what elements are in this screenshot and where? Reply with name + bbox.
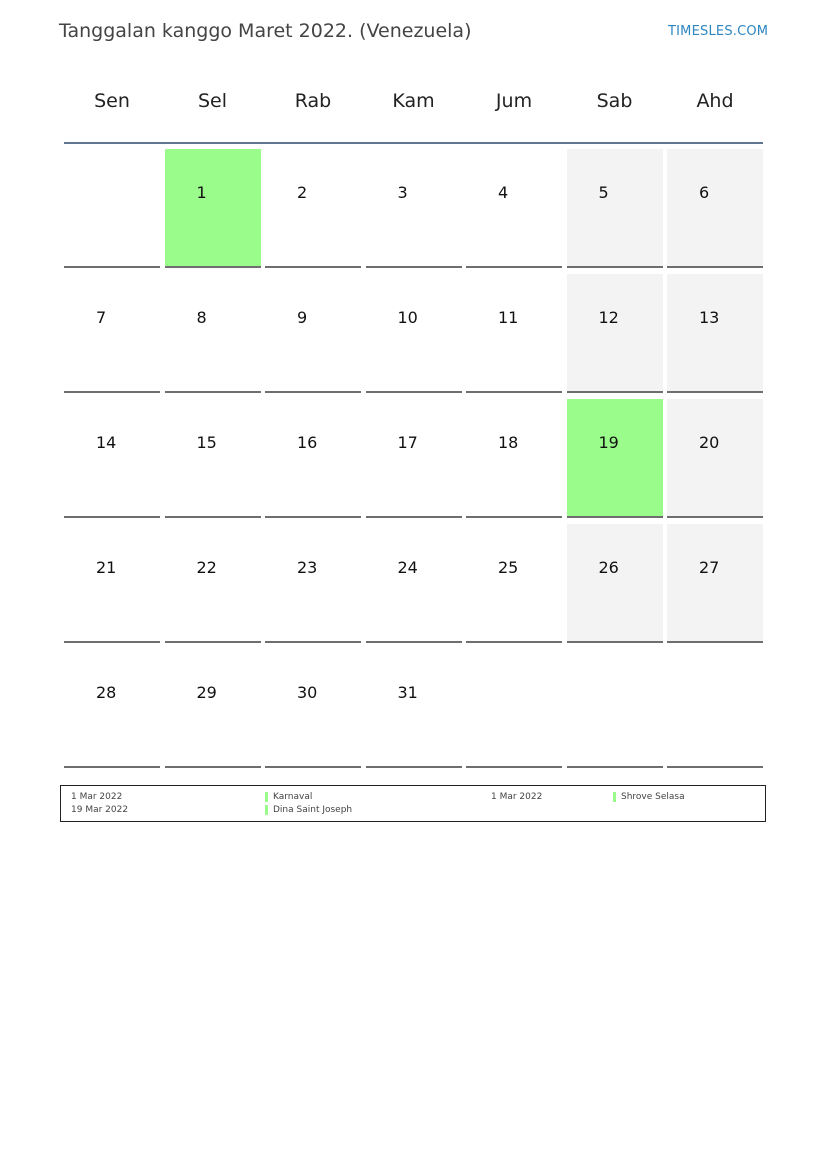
day-number: 20 xyxy=(699,433,720,452)
calendar-day-cell xyxy=(366,274,462,393)
weekday-label: Sab xyxy=(596,90,633,112)
calendar-day-cell xyxy=(265,274,361,393)
calendar-day-cell xyxy=(64,399,160,518)
calendar-day-cell xyxy=(64,149,160,268)
calendar-day-cell xyxy=(265,524,361,643)
calendar-day-cell xyxy=(466,649,562,768)
day-number: 28 xyxy=(96,683,117,702)
calendar-day-cell xyxy=(667,149,763,268)
calendar-day-cell xyxy=(265,149,361,268)
day-number: 1 xyxy=(196,183,207,202)
weekday-label: Jum xyxy=(495,90,533,112)
day-number: 16 xyxy=(297,433,318,452)
calendar-day-cell xyxy=(366,649,462,768)
day-number: 26 xyxy=(598,558,619,577)
day-number: 14 xyxy=(96,433,117,452)
calendar-day-cell xyxy=(667,274,763,393)
weekday-label: Sen xyxy=(94,90,130,112)
legend-date: 1 Mar 2022 xyxy=(491,792,543,802)
calendar-day-cell xyxy=(64,649,160,768)
calendar-day-cell xyxy=(64,524,160,643)
day-number: 21 xyxy=(96,558,117,577)
weekday-label: Sel xyxy=(197,90,228,112)
calendar-day-cell xyxy=(567,149,663,268)
calendar-day-cell xyxy=(466,149,562,268)
day-number: 30 xyxy=(297,683,318,702)
legend-color-marker xyxy=(265,792,268,802)
day-number: 2 xyxy=(297,183,308,202)
weekday-label: Rab xyxy=(294,90,332,112)
calendar-day-cell xyxy=(567,399,663,518)
calendar-day-cell xyxy=(165,399,261,518)
calendar-day-cell xyxy=(567,649,663,768)
calendar-day-cell xyxy=(667,649,763,768)
calendar-day-cell xyxy=(366,524,462,643)
calendar-day-cell xyxy=(466,274,562,393)
day-number: 27 xyxy=(699,558,720,577)
calendar-day-cell xyxy=(265,649,361,768)
calendar-day-cell xyxy=(165,524,261,643)
day-number: 3 xyxy=(397,183,408,202)
day-number: 12 xyxy=(598,308,619,327)
calendar-day-cell xyxy=(667,524,763,643)
calendar-day-cell xyxy=(567,524,663,643)
day-number: 9 xyxy=(297,308,308,327)
calendar-grid xyxy=(64,149,764,774)
legend-color-marker xyxy=(613,792,616,802)
weekday-label: Ahd xyxy=(696,90,734,112)
legend-holiday-name: Dina Saint Joseph xyxy=(273,805,353,815)
page-title: Tanggalan kanggo Maret 2022. (Venezuela) xyxy=(59,20,472,42)
legend-date: 1 Mar 2022 xyxy=(71,792,123,802)
day-number: 6 xyxy=(699,183,710,202)
holiday-legend xyxy=(60,785,766,822)
day-number: 24 xyxy=(397,558,418,577)
day-number: 17 xyxy=(397,433,418,452)
day-number: 11 xyxy=(498,308,519,327)
day-number: 23 xyxy=(297,558,318,577)
calendar-day-cell xyxy=(165,274,261,393)
day-number: 19 xyxy=(598,433,619,452)
calendar-day-cell xyxy=(64,274,160,393)
day-number: 25 xyxy=(498,558,519,577)
legend-date: 19 Mar 2022 xyxy=(71,805,129,815)
day-number: 7 xyxy=(96,308,107,327)
calendar-day-cell xyxy=(165,649,261,768)
day-number: 13 xyxy=(699,308,720,327)
day-number: 29 xyxy=(196,683,217,702)
day-number: 4 xyxy=(498,183,509,202)
legend-holiday-name: Shrove Selasa xyxy=(621,792,685,802)
header-divider xyxy=(64,142,763,144)
legend-holiday-name: Karnaval xyxy=(273,792,313,802)
day-number: 18 xyxy=(498,433,519,452)
calendar-day-cell xyxy=(466,524,562,643)
day-number: 22 xyxy=(196,558,217,577)
weekday-label: Kam xyxy=(392,90,435,112)
day-number: 8 xyxy=(196,308,207,327)
calendar-day-cell xyxy=(265,399,361,518)
brand-link[interactable]: TIMESLES.COM xyxy=(668,24,769,39)
legend-color-marker xyxy=(265,805,268,815)
calendar-day-cell xyxy=(366,399,462,518)
calendar-day-cell xyxy=(667,399,763,518)
calendar-day-cell xyxy=(366,149,462,268)
calendar-day-cell xyxy=(466,399,562,518)
day-number: 31 xyxy=(397,683,418,702)
weekday-header-row xyxy=(64,90,764,120)
day-number: 10 xyxy=(397,308,418,327)
day-number: 15 xyxy=(196,433,217,452)
calendar-day-cell xyxy=(165,149,261,268)
calendar-day-cell xyxy=(567,274,663,393)
day-number: 5 xyxy=(598,183,609,202)
